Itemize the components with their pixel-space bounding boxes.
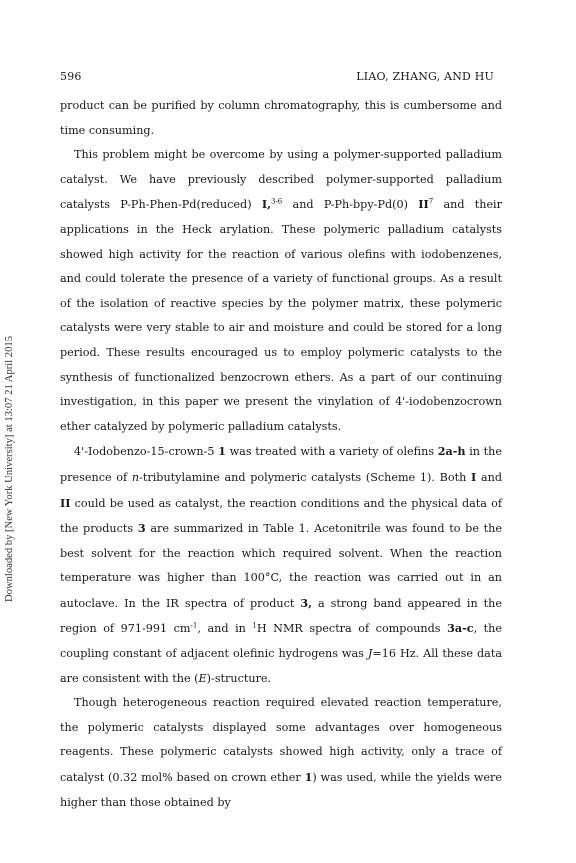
paragraph-2 [60,143,502,439]
p4-text-b: ) was used, while the yields were higher than those obtained by [60,771,502,809]
article-body [60,94,502,815]
p3-text-j: H NMR spectra of compounds [256,622,448,636]
p2-text-b: and P-Ph-bpy-Pd(0) [282,198,419,212]
p3-text-l: =16 Hz. All these data are consistent with the ( [60,647,502,685]
paragraph-1 [60,94,502,143]
proton-superscript: 1 [252,621,257,630]
crown-ether-1: 1 [304,770,313,785]
reference-3-6: 3-6 [270,197,283,206]
compounds-3a-c: 3a-c [447,621,474,636]
n-italic: n [131,470,140,484]
p2-text-c: and their applications in the Heck arylation. These polymeric palladium catalysts showed high activity for the reaction of various olefins with iodobenzenes, and could tolerate the presence of a variety of functional groups. As a result of the isolation of reactive species by the polymer matrix, these polymeric catalysts were very stable to air and moisture and could be stored for a long period. These results encouraged us to employ polymeric catalysts to the synthesis of functionalized benzocrown ethers. As a part of our continuing investigation, in this paper we present the vinylation of 4'-iodobenzocrown ether catalyzed by polymeric palladium catalysts. [60,198,502,433]
paragraph-3 [60,439,502,691]
p3-text-c: in the presence of [60,445,502,484]
compounds-2a-h: 2a-h [437,444,466,459]
catalyst-I-ref: I [471,469,477,484]
E-italic: E [198,671,207,685]
catalyst-II-ref: II [60,495,71,510]
p3-text-h: a strong band appeared in the region of 971-991 cm [60,596,502,636]
product-3: 3, [300,595,313,610]
running-authors: LIAO, ZHANG, AND HU [356,70,494,83]
p3-text-d: -tributylamine and polymeric catalysts (Scheme 1). Both [139,470,472,484]
J-italic: J [367,647,373,661]
page-number: 596 [60,70,82,83]
catalyst-II: II [418,197,429,212]
p2-text-a: This problem might be overcome by using a polymer-supported palladium catalyst. We have previously described polymer-supported palladium catalysts P-Ph-Phen-Pd(reduced) [60,148,502,212]
p3-text-a: 4'-Iodobenzo-15-crown-5 [74,445,219,459]
p3-text-b: was treated with a variety of olefins [225,445,438,459]
cm-exponent: -1 [190,621,198,630]
p3-text-g: are summarized in Table 1. Acetonitrile was found to be the best solvent for the reaction which required solvent. When the reaction temperature was higher than 100°C, the reaction was carried out in an autoclave. In the IR spectra of product [60,522,502,610]
p4-text-a: Though heterogeneous reaction required elevated reaction temperature, the polymeric catalysts displayed some advantages over homogeneous reagents. These polymeric catalysts showed high activity, only a trace of catalyst (0.32 mol% based on crown ether [60,696,502,785]
paragraph-1-text: product can be purified by column chromatography, this is cumbersome and time consuming. [60,99,502,137]
p3-text-e: and [476,470,502,484]
paragraph-4 [60,691,502,815]
catalyst-I: I, [261,197,271,212]
download-watermark: Downloaded by [New York University] at 13:07 21 April 2015 [4,336,15,602]
p3-text-m: )-structure. [206,671,272,685]
p3-text-k: , the coupling constant of adjacent olefinic hydrogens was [60,622,502,661]
compound-1: 1 [218,444,226,459]
products-3: 3 [137,521,146,536]
reference-7: 7 [428,197,434,206]
p3-text-i: , and in [197,622,253,636]
p3-text-f: could be used as catalyst, the reaction conditions and the physical data of the products [60,496,502,536]
